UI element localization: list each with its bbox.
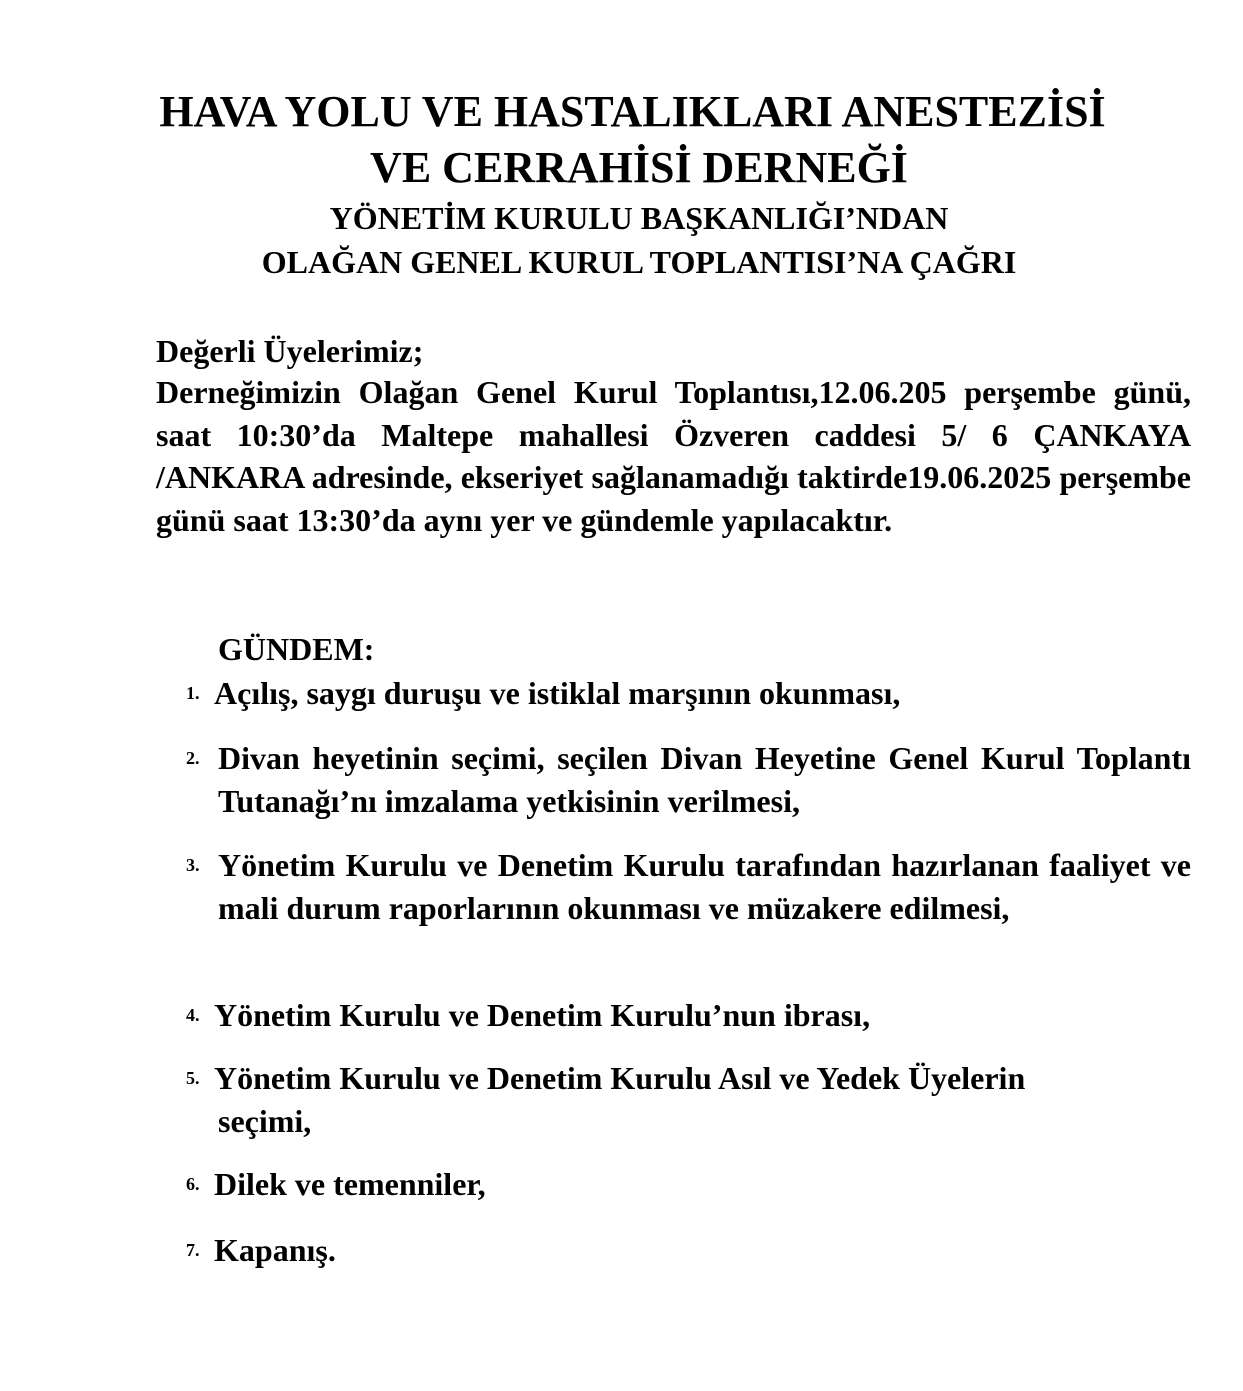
agenda-item-text: Dilek ve temenniler, <box>214 1166 486 1202</box>
agenda-item-text <box>214 1057 1191 1142</box>
agenda-item-number: 6. <box>186 1174 200 1194</box>
agenda-item <box>186 844 1191 929</box>
agenda-item-text: Yönetim Kurulu ve Denetim Kurulu tarafından hazırlanan faaliyet ve mali durum raporlarının okunması ve müzakere edilmesi, <box>218 847 1191 926</box>
agenda-item-text: Yönetim Kurulu ve Denetim Kurulu’nun ibrası, <box>214 997 871 1033</box>
agenda-item-number: 1. <box>186 683 200 703</box>
agenda-item-number: 2. <box>186 748 200 768</box>
meeting-call-title: OLAĞAN GENEL KURUL TOPLANTISI’NA ÇAĞRI <box>261 244 1017 280</box>
agenda-item-number: 3. <box>186 855 200 875</box>
agenda-item <box>186 1229 1191 1272</box>
greeting: Değerli Üyelerimiz; <box>156 333 424 369</box>
agenda-item-number: 5. <box>186 1068 200 1088</box>
agenda-item <box>186 737 1191 822</box>
issuer-line: YÖNETİM KURULU BAŞKANLIĞI’NDAN <box>329 200 949 236</box>
agenda-item <box>186 672 1191 715</box>
agenda-item-text: Kapanış. <box>214 1232 336 1268</box>
agenda-item-number: 7. <box>186 1240 200 1260</box>
agenda-item <box>186 1163 1191 1206</box>
agenda-item-text: Divan heyetinin seçimi, seçilen Divan Heyetine Genel Kurul Toplantı Tutanağı’nı imzalama yetkisinin verilmesi, <box>218 740 1191 819</box>
agenda-item-number: 4. <box>186 1005 200 1025</box>
announcement-body: Derneğimizin Olağan Genel Kurul Toplantısı,12.06.205 perşembe günü, saat 10:30’da Maltepe mahallesi Özveren caddesi 5/ 6 ÇANKAYA /ANKARA adresinde, ekseriyet sağlanamadığı taktirde19.06.2025 perşembe günü saat 13:30’da aynı yer ve gündemle yapılacaktır. <box>156 374 1191 538</box>
agenda-item-text-line-1: Yönetim Kurulu ve Denetim Kurulu Asıl ve Yedek Üyelerin <box>214 1060 1026 1096</box>
agenda-item <box>186 994 1191 1037</box>
agenda-title: GÜNDEM: <box>218 631 375 667</box>
organization-name-line-2: VE CERRAHİSİ DERNEĞİ <box>370 143 908 192</box>
agenda-item-text: Açılış, saygı duruşu ve istiklal marşının okunması, <box>214 675 901 711</box>
agenda-item-text-line-2: seçimi, <box>218 1102 312 1139</box>
agenda-item <box>186 1057 1191 1142</box>
document-header <box>0 84 1243 284</box>
organization-name-line-1: HAVA YOLU VE HASTALIKLARI ANESTEZİSİ <box>159 87 1106 136</box>
